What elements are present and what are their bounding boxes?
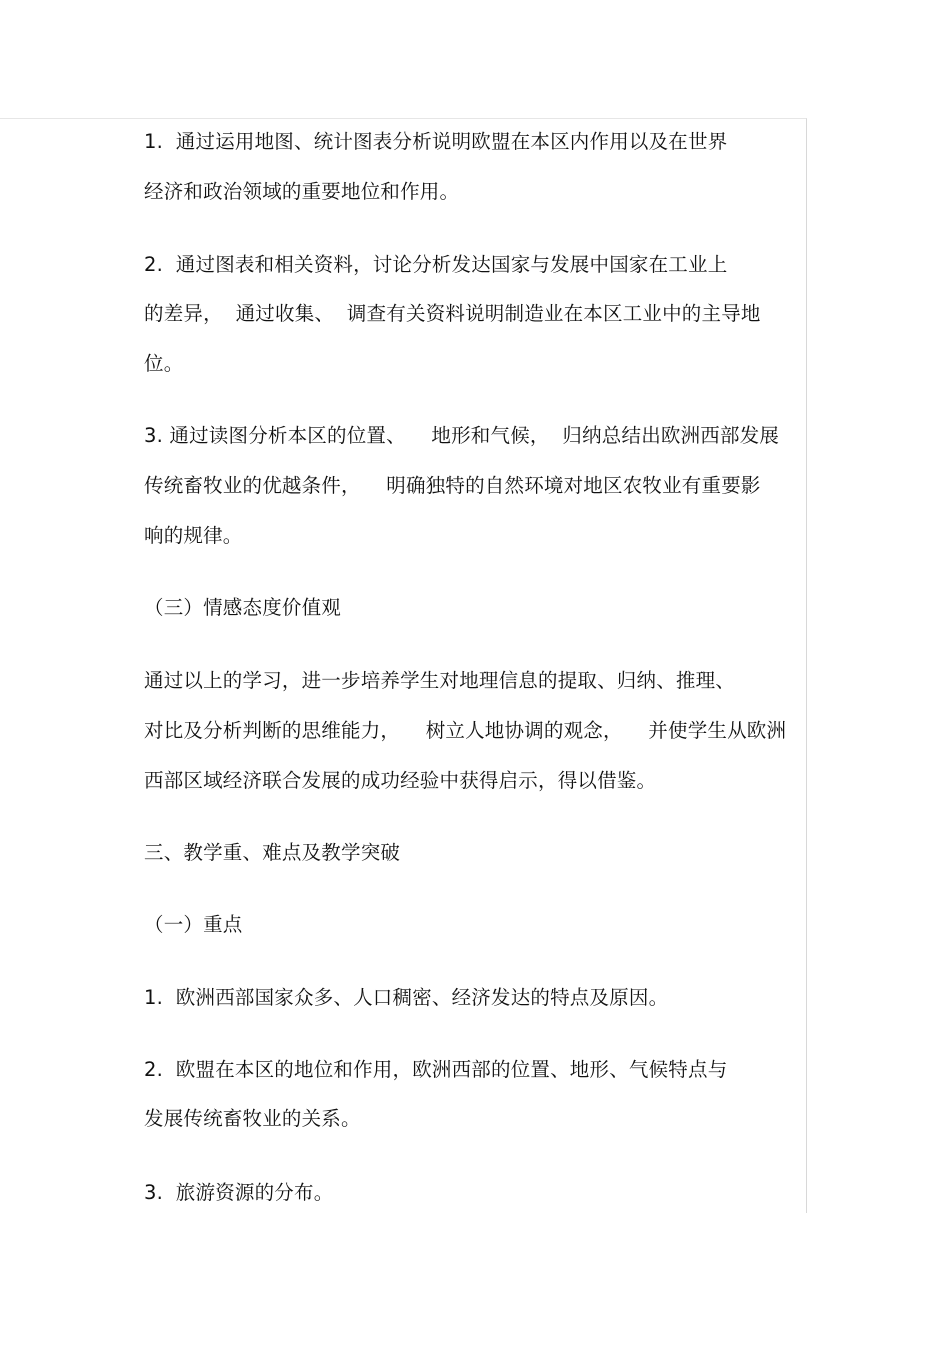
text-line: 发展传统畜牧业的关系。 [144,1107,361,1130]
text-line: 3. 旅游资源的分布。 [144,1181,334,1204]
page-frame [0,118,807,1213]
subsection-heading: （一）重点 [144,913,243,936]
text-line: 2. 欧盟在本区的地位和作用，欧洲西部的位置、地形、气候特点与 [144,1058,728,1081]
text-line: 响的规律。 [144,524,243,547]
text-line: 经济和政治领域的重要地位和作用。 [144,180,460,203]
text-line: 通过以上的学习，进一步培养学生对地理信息的提取、归纳、推理、 [144,669,736,692]
section-heading: （三）情感态度价值观 [144,596,342,619]
text-line: 1. 欧洲西部国家众多、人口稠密、经济发达的特点及原因。 [144,986,669,1009]
text-line: 3. 通过读图分析本区的位置、 地形和气候， 归纳总结出欧洲西部发展 [144,424,780,447]
text-line: 对比及分析判断的思维能力， 树立人地协调的观念， 并使学生从欧洲 [144,719,787,742]
text-line: 西部区域经济联合发展的成功经验中获得启示，得以借鉴。 [144,769,657,792]
text-line: 1. 通过运用地图、统计图表分析说明欧盟在本区内作用以及在世界 [144,130,728,153]
section-heading: 三、教学重、难点及教学突破 [144,841,401,864]
text-line: 2. 通过图表和相关资料，讨论分析发达国家与发展中国家在工业上 [144,253,728,276]
text-line: 位。 [144,352,184,375]
text-line: 传统畜牧业的优越条件， 明确独特的自然环境对地区农牧业有重要影 [144,474,761,497]
text-line: 的差异， 通过收集、 调查有关资料说明制造业在本区工业中的主导地 [144,302,761,325]
